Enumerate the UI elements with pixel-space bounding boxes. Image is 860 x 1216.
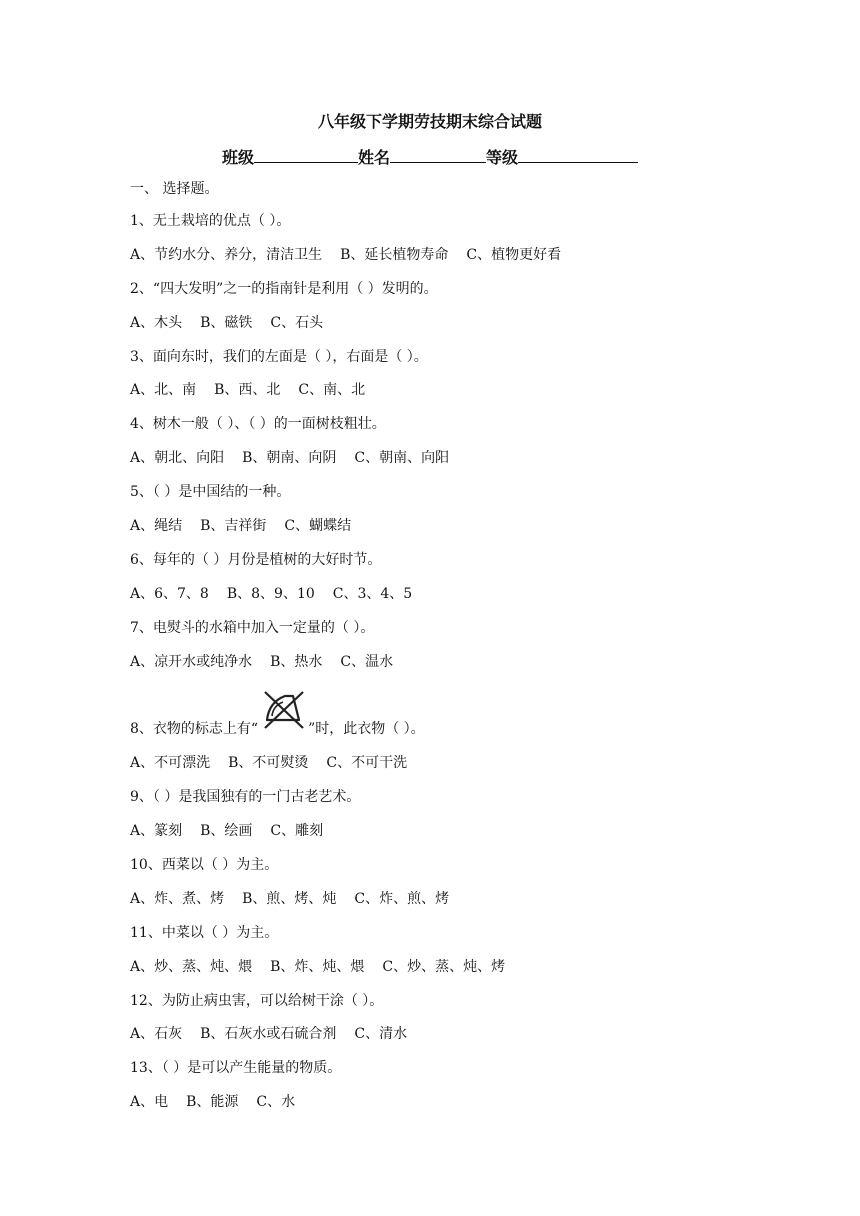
option-a: A、炸、煮、烤 (130, 890, 225, 907)
option-a: A、凉开水或纯净水 (130, 653, 253, 670)
option-a: A、木头 (130, 314, 183, 331)
option-b: B、绘画 (200, 823, 253, 840)
option-b: B、8、9、10 (226, 585, 315, 602)
option-b: B、延长植物寿命 (340, 246, 449, 263)
question-12: 12、为防止病虫害，可以给树干涂（ ）。 (130, 992, 384, 1009)
option-a: A、北、南 (130, 382, 197, 399)
name-blank[interactable] (390, 144, 486, 163)
option-b: B、煎、烤、炖 (242, 890, 337, 907)
option-c: C、温水 (340, 653, 394, 670)
option-c: C、蝴蝶结 (284, 518, 352, 535)
option-c: C、朝南、向阳 (354, 450, 450, 467)
option-b: B、不可熨烫 (228, 755, 309, 772)
class-label: 班级 (221, 148, 254, 167)
option-a: A、节约水分、养分，清洁卫生 (130, 246, 323, 263)
option-c: C、炸、煎、烤 (354, 890, 450, 907)
question-11: 11、中菜以（ ）为主。 (130, 924, 279, 941)
option-a: A、6、7、8 (130, 585, 209, 602)
options-12 (130, 1023, 770, 1045)
question-8-text-after: ”时，此衣物（ ）。 (308, 721, 425, 738)
options-5 (130, 515, 770, 537)
option-b: B、吉祥街 (200, 518, 267, 535)
class-blank[interactable] (254, 144, 358, 163)
options-9 (130, 820, 770, 842)
option-a: A、电 (130, 1094, 169, 1111)
question-2: 2、“四大发明”之一的指南针是利用（ ）发明的。 (130, 280, 438, 297)
student-info-line (0, 144, 860, 170)
option-b: B、能源 (186, 1094, 239, 1111)
option-c: C、清水 (354, 1026, 408, 1043)
question-5: 5、（ ）是中国结的一种。 (130, 484, 291, 501)
option-b: B、热水 (270, 653, 323, 670)
option-c: C、石头 (270, 314, 324, 331)
grade-label: 等级 (486, 148, 519, 167)
question-8-text-before: 8、衣物的标志上有“ (130, 721, 259, 738)
name-label: 姓名 (357, 148, 390, 167)
option-b: B、西、北 (214, 382, 281, 399)
question-10: 10、西菜以（ ）为主。 (130, 857, 279, 874)
question-1: 1、无土栽培的优点（ ）。 (130, 213, 291, 229)
options-13 (130, 1091, 770, 1113)
option-b: B、朝南、向阴 (242, 450, 337, 467)
option-b: B、石灰水或石硫合剂 (200, 1026, 337, 1043)
exam-title: 八年级下学期劳技期末综合试题 (317, 112, 542, 131)
options-6 (130, 583, 770, 605)
grade-blank[interactable] (518, 144, 638, 163)
option-c: C、南、北 (298, 382, 366, 399)
option-c: C、3、4、5 (332, 585, 413, 602)
options-11 (130, 956, 770, 978)
option-a: A、绳结 (130, 518, 183, 535)
option-a: A、炒、蒸、炖、煨 (130, 958, 253, 975)
option-c: C、植物更好看 (466, 246, 562, 263)
options-1 (130, 244, 770, 266)
question-list (130, 210, 770, 1125)
option-a: A、不可漂洗 (130, 755, 211, 772)
question-13: 13、（ ）是可以产生能量的物质。 (130, 1060, 342, 1077)
question-3: 3、面向东时，我们的左面是（ ），右面是（ ）。 (130, 348, 428, 365)
option-a: A、篆刻 (130, 823, 183, 840)
option-b: B、磁铁 (200, 314, 253, 331)
question-9: 9、（ ）是我国独有的一门古老艺术。 (130, 789, 361, 806)
section-title: 一、 选择题。 (130, 181, 219, 197)
options-8 (130, 752, 770, 774)
option-c: C、水 (256, 1094, 296, 1111)
no-iron-symbol-icon (259, 688, 307, 734)
option-c: C、炒、蒸、炖、烤 (382, 958, 506, 975)
option-c: C、不可干洗 (326, 755, 408, 772)
question-7: 7、电熨斗的水箱中加入一定量的（ ）。 (130, 619, 375, 636)
option-b: B、炸、炖、煨 (270, 958, 365, 975)
options-7 (130, 651, 770, 673)
options-10 (130, 888, 770, 910)
options-2 (130, 312, 770, 334)
question-6: 6、每年的（ ）月份是植树的大好时节。 (130, 551, 382, 568)
question-8 (130, 684, 770, 740)
option-c: C、雕刻 (270, 823, 324, 840)
option-a: A、朝北、向阳 (130, 450, 225, 467)
options-3 (130, 379, 770, 401)
options-4 (130, 447, 770, 469)
option-a: A、石灰 (130, 1026, 183, 1043)
question-4: 4、树木一般（ ）、（ ）的一面树枝粗壮。 (130, 416, 386, 433)
